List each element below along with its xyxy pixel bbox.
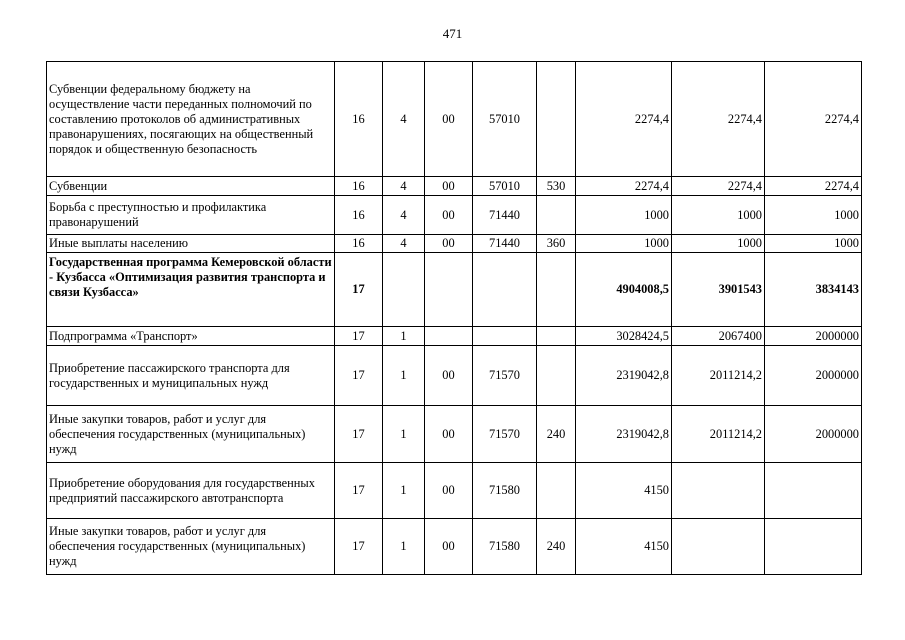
value-year-1-cell: 2274,4 bbox=[576, 177, 672, 196]
table-row bbox=[47, 62, 862, 177]
value-year-2-cell bbox=[672, 463, 765, 519]
value-year-2-cell: 3901543 bbox=[672, 253, 765, 327]
code-subsection-cell: 4 bbox=[383, 235, 425, 253]
value-year-1-cell: 4904008,5 bbox=[576, 253, 672, 327]
value-year-3-cell: 2274,4 bbox=[765, 62, 862, 177]
table-row bbox=[47, 346, 862, 406]
row-name-cell: Иные закупки товаров, работ и услуг для обеспечения государственных (муниципальных) нужд bbox=[47, 406, 335, 463]
value-year-3-cell bbox=[765, 463, 862, 519]
code-section-cell: 16 bbox=[335, 62, 383, 177]
value-year-1-cell: 2319042,8 bbox=[576, 346, 672, 406]
code-subsection-cell: 1 bbox=[383, 519, 425, 575]
row-name-cell: Подпрограмма «Транспорт» bbox=[47, 327, 335, 346]
code-program-cell: 00 bbox=[425, 177, 473, 196]
row-name-cell: Приобретение пассажирского транспорта для государственных и муниципальных нужд bbox=[47, 346, 335, 406]
row-name-cell: Иные закупки товаров, работ и услуг для обеспечения государственных (муниципальных) нужд bbox=[47, 519, 335, 575]
table-row bbox=[47, 177, 862, 196]
row-name-cell: Государственная программа Кемеровской области - Кузбасса «Оптимизация развития транспорта и связи Кузбасса» bbox=[47, 253, 335, 327]
code-expense-type-cell bbox=[537, 62, 576, 177]
code-target-cell: 71580 bbox=[473, 519, 537, 575]
code-expense-type-cell bbox=[537, 253, 576, 327]
code-subsection-cell: 1 bbox=[383, 346, 425, 406]
code-subsection-cell: 1 bbox=[383, 463, 425, 519]
code-subsection-cell bbox=[383, 253, 425, 327]
code-section-cell: 17 bbox=[335, 327, 383, 346]
row-name-cell: Субвенции федеральному бюджету на осуществление части переданных полномочий по составлению протоколов об административных правонарушениях, посягающих на общественный порядок и общественную безопасность bbox=[47, 62, 335, 177]
value-year-1-cell: 3028424,5 bbox=[576, 327, 672, 346]
code-section-cell: 16 bbox=[335, 196, 383, 235]
table-row bbox=[47, 235, 862, 253]
code-target-cell bbox=[473, 253, 537, 327]
table-row bbox=[47, 463, 862, 519]
code-expense-type-cell bbox=[537, 346, 576, 406]
code-target-cell: 71570 bbox=[473, 406, 537, 463]
value-year-1-cell: 4150 bbox=[576, 463, 672, 519]
code-program-cell: 00 bbox=[425, 463, 473, 519]
value-year-2-cell: 1000 bbox=[672, 235, 765, 253]
code-section-cell: 17 bbox=[335, 346, 383, 406]
code-target-cell: 71580 bbox=[473, 463, 537, 519]
code-expense-type-cell: 240 bbox=[537, 406, 576, 463]
code-section-cell: 17 bbox=[335, 519, 383, 575]
code-section-cell: 16 bbox=[335, 235, 383, 253]
value-year-2-cell: 2011214,2 bbox=[672, 406, 765, 463]
code-expense-type-cell bbox=[537, 463, 576, 519]
value-year-3-cell bbox=[765, 519, 862, 575]
code-subsection-cell: 1 bbox=[383, 327, 425, 346]
code-program-cell: 00 bbox=[425, 346, 473, 406]
value-year-3-cell: 1000 bbox=[765, 235, 862, 253]
page-number: 471 bbox=[442, 26, 463, 41]
code-expense-type-cell: 360 bbox=[537, 235, 576, 253]
table-row bbox=[47, 196, 862, 235]
code-program-cell: 00 bbox=[425, 196, 473, 235]
code-program-cell: 00 bbox=[425, 406, 473, 463]
value-year-2-cell: 1000 bbox=[672, 196, 765, 235]
code-program-cell: 00 bbox=[425, 235, 473, 253]
code-target-cell: 57010 bbox=[473, 177, 537, 196]
row-name-cell: Приобретение оборудования для государственных предприятий пассажирского автотранспорта bbox=[47, 463, 335, 519]
code-section-cell: 17 bbox=[335, 463, 383, 519]
code-program-cell: 00 bbox=[425, 62, 473, 177]
code-target-cell: 57010 bbox=[473, 62, 537, 177]
table-row bbox=[47, 253, 862, 327]
code-program-cell bbox=[425, 327, 473, 346]
table-row bbox=[47, 406, 862, 463]
value-year-3-cell: 2000000 bbox=[765, 327, 862, 346]
code-subsection-cell: 1 bbox=[383, 406, 425, 463]
code-section-cell: 17 bbox=[335, 406, 383, 463]
value-year-2-cell bbox=[672, 519, 765, 575]
code-expense-type-cell bbox=[537, 327, 576, 346]
code-section-cell: 16 bbox=[335, 177, 383, 196]
value-year-2-cell: 2274,4 bbox=[672, 62, 765, 177]
value-year-1-cell: 1000 bbox=[576, 235, 672, 253]
value-year-2-cell: 2011214,2 bbox=[672, 346, 765, 406]
value-year-3-cell: 2274,4 bbox=[765, 177, 862, 196]
value-year-3-cell: 2000000 bbox=[765, 406, 862, 463]
row-name-cell: Борьба с преступностью и профилактика правонарушений bbox=[47, 196, 335, 235]
code-subsection-cell: 4 bbox=[383, 196, 425, 235]
value-year-2-cell: 2067400 bbox=[672, 327, 765, 346]
value-year-1-cell: 1000 bbox=[576, 196, 672, 235]
code-target-cell bbox=[473, 327, 537, 346]
value-year-3-cell: 1000 bbox=[765, 196, 862, 235]
value-year-1-cell: 2319042,8 bbox=[576, 406, 672, 463]
code-subsection-cell: 4 bbox=[383, 177, 425, 196]
table-row bbox=[47, 327, 862, 346]
code-program-cell bbox=[425, 253, 473, 327]
row-name-cell: Иные выплаты населению bbox=[47, 235, 335, 253]
code-program-cell: 00 bbox=[425, 519, 473, 575]
value-year-3-cell: 2000000 bbox=[765, 346, 862, 406]
value-year-1-cell: 2274,4 bbox=[576, 62, 672, 177]
code-target-cell: 71440 bbox=[473, 196, 537, 235]
code-expense-type-cell bbox=[537, 196, 576, 235]
value-year-3-cell: 3834143 bbox=[765, 253, 862, 327]
code-expense-type-cell: 240 bbox=[537, 519, 576, 575]
row-name-cell: Субвенции bbox=[47, 177, 335, 196]
value-year-1-cell: 4150 bbox=[576, 519, 672, 575]
code-section-cell: 17 bbox=[335, 253, 383, 327]
code-subsection-cell: 4 bbox=[383, 62, 425, 177]
value-year-2-cell: 2274,4 bbox=[672, 177, 765, 196]
budget-table bbox=[46, 61, 862, 575]
code-target-cell: 71570 bbox=[473, 346, 537, 406]
table-row bbox=[47, 519, 862, 575]
code-target-cell: 71440 bbox=[473, 235, 537, 253]
code-expense-type-cell: 530 bbox=[537, 177, 576, 196]
